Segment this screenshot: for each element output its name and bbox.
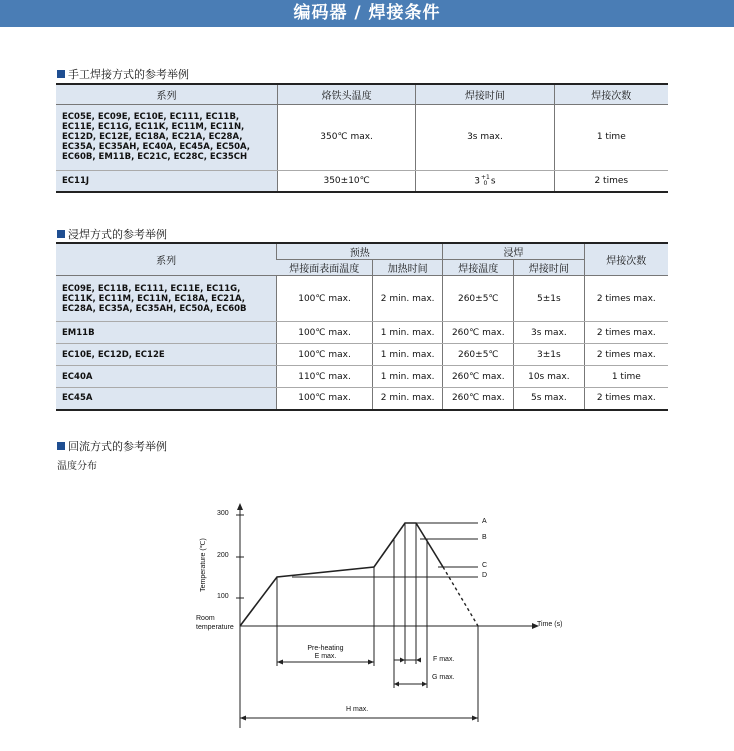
- heat-time-cell: 1 min. max.: [372, 322, 442, 344]
- x-axis-label: Time (s): [537, 621, 563, 628]
- col-header-surface-temp: 焊接面表面温度: [277, 260, 373, 276]
- temp-cell: 350±10℃: [277, 170, 415, 192]
- dim-e-right-arrow-icon: [368, 660, 374, 665]
- y-axis-arrow-icon: [237, 503, 243, 510]
- count-cell: 2 times max.: [584, 344, 668, 366]
- dim-e-left-arrow-icon: [277, 660, 283, 665]
- solder-time-cell: 5±1s: [514, 276, 585, 322]
- time-cell: 3s max.: [416, 104, 554, 170]
- heat-time-cell: 1 min. max.: [372, 366, 442, 388]
- temp-cell: 350℃ max.: [277, 104, 415, 170]
- h-max-label: H max.: [346, 706, 369, 713]
- col-header-solder-time: 焊接时间: [416, 84, 554, 104]
- preheat-e-label: E max.: [314, 653, 337, 660]
- preheat-label: Pre-heating: [307, 645, 344, 652]
- f-max-label: F max.: [433, 656, 455, 663]
- solder-temp-cell: 260±5℃: [443, 344, 514, 366]
- count-cell: 2 times max.: [584, 388, 668, 410]
- count-cell: 2 times: [554, 170, 668, 192]
- solder-temp-cell: 260℃ max.: [443, 366, 514, 388]
- dim-h-left-arrow-icon: [240, 716, 246, 721]
- page-title: 编码器 / 焊接条件: [0, 0, 734, 27]
- series-cell: EM11B: [56, 322, 277, 344]
- g-max-label: G max.: [432, 674, 455, 681]
- series-cell: EC05E, EC09E, EC10E, EC111, EC11B, EC11E, EC11G, EC11K, EC11M, EC11N, EC12D, EC12E, EC18A, EC21A, EC28A, EC35A, EC35AH, EC40A, EC45A, EC50A, EC60B, EM11B, EC21C, EC28C, EC35CH: [56, 104, 277, 170]
- heat-time-cell: 1 min. max.: [372, 344, 442, 366]
- surface-temp-cell: 100℃ max.: [277, 322, 373, 344]
- count-cell: 2 times max.: [584, 276, 668, 322]
- surface-temp-cell: 110℃ max.: [277, 366, 373, 388]
- heat-time-cell: 2 min. max.: [372, 388, 442, 410]
- col-header-iron-temp: 烙铁头温度: [277, 84, 415, 104]
- room-label: Room: [196, 615, 215, 622]
- solder-time-cell: 3±1s: [514, 344, 585, 366]
- time-unit: s: [490, 176, 496, 187]
- dim-f-left-arrow-icon: [400, 658, 405, 663]
- y-tick-label-200: 200: [217, 552, 229, 559]
- heat-time-cell: 2 min. max.: [372, 276, 442, 322]
- y-axis-label: Temperature (℃): [200, 538, 207, 592]
- dim-f-right-arrow-icon: [416, 658, 421, 663]
- col-header-dip: 浸焊: [443, 243, 584, 260]
- cooling-dashed-line: [443, 567, 478, 626]
- level-label-a: A: [482, 518, 487, 525]
- dim-h-right-arrow-icon: [472, 716, 478, 721]
- dim-g-right-arrow-icon: [422, 682, 427, 687]
- solder-time-cell: 10s max.: [514, 366, 585, 388]
- reflow-subheading: 温度分布: [57, 461, 97, 472]
- time-tolerance-minus: 0: [483, 179, 488, 187]
- y-tick-label-100: 100: [217, 593, 229, 600]
- col-header-series: 系列: [56, 84, 277, 104]
- col-header-preheat: 预热: [277, 243, 443, 260]
- col-header-solder-count: 焊接次数: [584, 243, 668, 276]
- col-header-heat-time: 加热时间: [372, 260, 442, 276]
- count-cell: 1 time: [584, 366, 668, 388]
- level-label-c: C: [482, 562, 488, 569]
- count-cell: 1 time: [554, 104, 668, 170]
- col-header-solder-temp: 焊接温度: [443, 260, 514, 276]
- col-header-series: 系列: [56, 243, 277, 276]
- series-cell: EC45A: [56, 388, 277, 410]
- time-tolerance-plus: +1: [481, 173, 490, 181]
- series-cell: EC10E, EC12D, EC12E: [56, 344, 277, 366]
- temperature-profile-curve: [240, 523, 443, 626]
- room-temperature-label: temperature: [196, 624, 234, 631]
- solder-temp-cell: 260℃ max.: [443, 322, 514, 344]
- solder-time-cell: 3s max.: [514, 322, 585, 344]
- solder-temp-cell: 260±5℃: [443, 276, 514, 322]
- surface-temp-cell: 100℃ max.: [277, 276, 373, 322]
- surface-temp-cell: 100℃ max.: [277, 388, 373, 410]
- series-cell: EC40A: [56, 366, 277, 388]
- col-header-solder-time: 焊接时间: [514, 260, 585, 276]
- hand-heading-text: 手工焊接方式的参考举例: [68, 68, 189, 81]
- surface-temp-cell: 100℃ max.: [277, 344, 373, 366]
- col-header-solder-count: 焊接次数: [554, 84, 668, 104]
- y-tick-label-300: 300: [217, 510, 229, 517]
- series-cell: EC11J: [56, 170, 277, 192]
- series-cell: EC09E, EC11B, EC111, EC11E, EC11G, EC11K, EC11M, EC11N, EC18A, EC21A, EC28A, EC35A, EC35AH, EC50A, EC60B: [56, 276, 277, 322]
- level-label-d: D: [482, 572, 488, 579]
- solder-temp-cell: 260℃ max.: [443, 388, 514, 410]
- time-base: 3: [474, 176, 481, 187]
- reflow-heading-text: 回流方式的参考举例: [68, 440, 167, 453]
- count-cell: 2 times max.: [584, 322, 668, 344]
- dim-g-left-arrow-icon: [394, 682, 399, 687]
- solder-time-cell: 5s max.: [514, 388, 585, 410]
- level-label-b: B: [482, 534, 487, 541]
- dip-heading-text: 浸焊方式的参考举例: [68, 228, 167, 241]
